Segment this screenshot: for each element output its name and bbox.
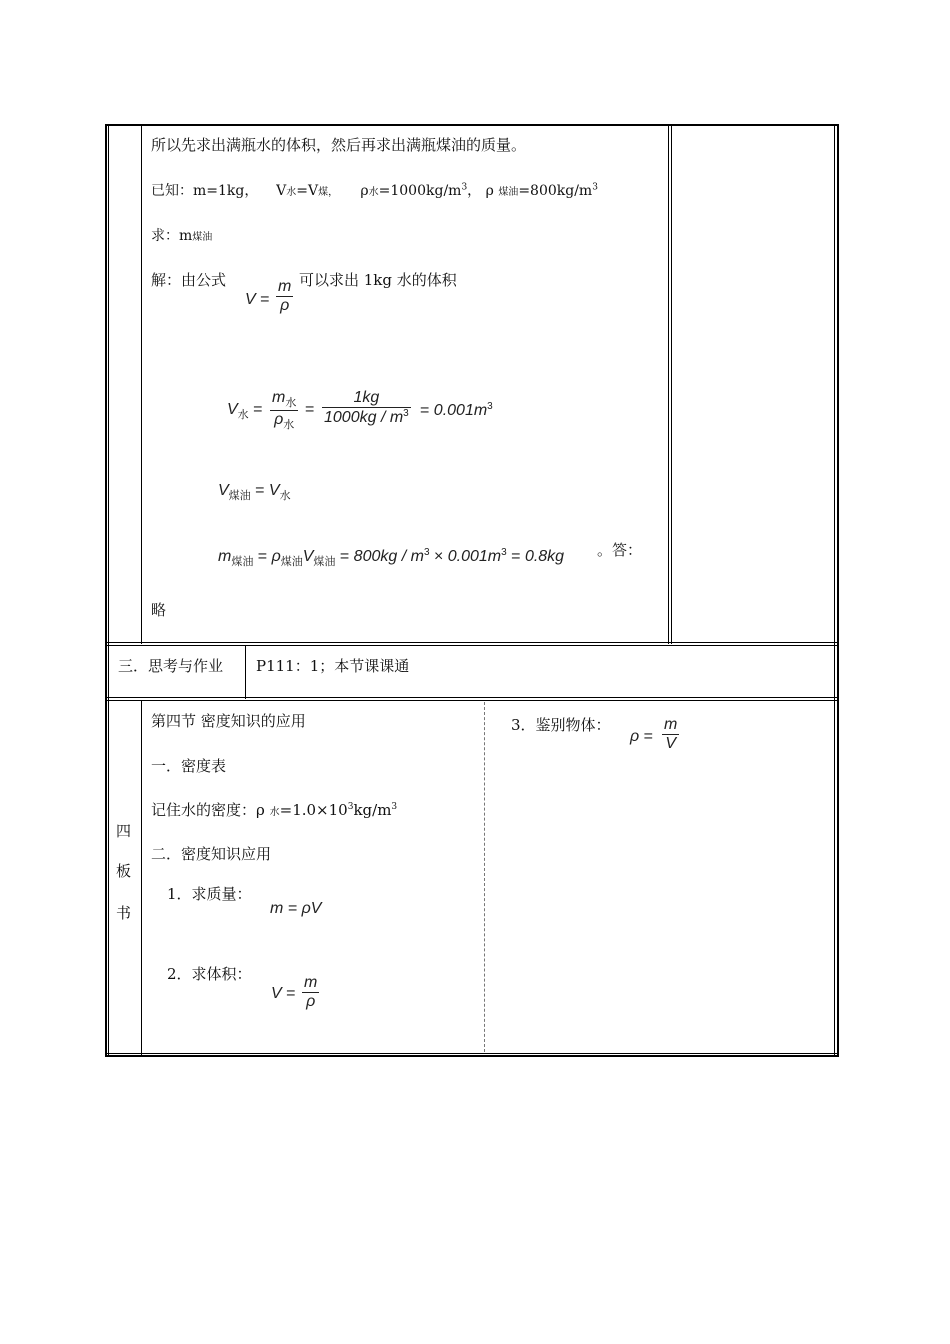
known-line: 已知：m=1kg， V水=V煤， ρ水$=1000kg/m^3$， ρ 煤油$=800kg/m^3$ xyxy=(151,182,598,199)
item-identify: 3．鉴别物体： xyxy=(511,716,611,734)
water-density-note: 记住水的密度：ρ 水$=1.0\times 10^3kg/m^3$ xyxy=(151,801,398,819)
solve-label: 解：由公式 xyxy=(151,271,227,289)
board-heading-1: 一．密度表 xyxy=(151,757,227,775)
answer-text: 略 xyxy=(151,601,167,619)
answer-label: 。答： xyxy=(597,541,643,559)
formula-mass: m = ρV xyxy=(270,900,322,917)
solve-after: 可以求出 1kg 水的体积 xyxy=(299,271,457,289)
item-volume: 2．求体积： xyxy=(167,965,252,983)
formula-volume-equal: $V_{煤油} = V_水$ xyxy=(218,482,291,502)
item-mass: 1．求质量： xyxy=(167,885,252,903)
find-line: 求：m煤油 xyxy=(151,228,213,244)
board-title: 第四节 密度知识的应用 xyxy=(151,712,306,730)
intro-line: 所以先求出满瓶水的体积，然后再求出满瓶煤油的质量。 xyxy=(151,136,527,154)
homework-content: P111：1；本节课课通 xyxy=(256,657,410,675)
board-heading-2: 二．密度知识应用 xyxy=(151,845,272,863)
homework-label: 三．思考与作业 xyxy=(118,657,224,675)
formula-kerosene-mass: $m_{煤油} = \rho_{煤油}V_{煤油} = 800kg / m^3 \times 0.001m^3 = 0.8kg$ xyxy=(218,547,565,568)
